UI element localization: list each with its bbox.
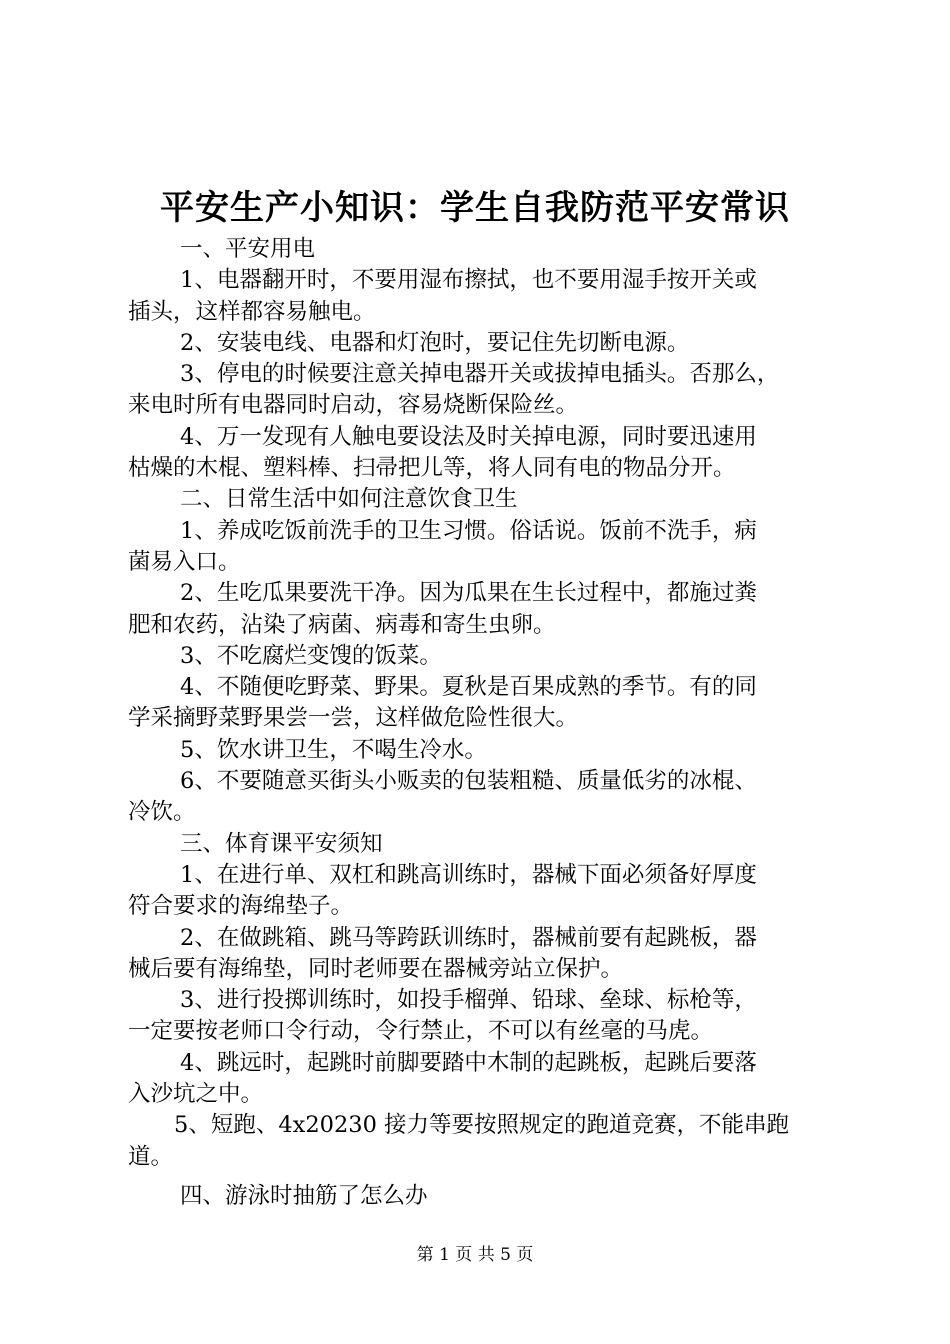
paragraph-line: 2、在做跳箱、跳马等跨跃训练时，器械前要有起跳板，器	[180, 924, 757, 951]
paragraph-line: 4、跳远时，起跳时前脚要踏中木制的起跳板，起跳后要落	[180, 1049, 757, 1076]
paragraph-line: 学采摘野菜野果尝一尝，这样做危险性很大。	[128, 705, 579, 732]
section-heading: 三、体育课平安须知	[180, 830, 383, 857]
paragraph-line: 道。	[128, 1143, 174, 1170]
paragraph-line: 5、短跑、4x20230 接力等要按照规定的跑道竞赛，不能串跑	[174, 1112, 790, 1139]
paragraph-line: 肥和农药，沾染了病菌、病毒和寄生虫卵。	[128, 611, 556, 638]
paragraph-line: 4、万一发现有人触电要设法及时关掉电源，同时要迅速用	[180, 423, 757, 450]
paragraph-line: 1、电器翻开时，不要用湿布擦拭，也不要用湿手按开关或	[180, 267, 757, 294]
paragraph-line: 菌易入口。	[128, 548, 241, 575]
paragraph-line: 一定要按老师口令行动，令行禁止，不可以有丝毫的马虎。	[128, 1018, 714, 1045]
paragraph-line: 来电时所有电器同时启动，容易烧断保险丝。	[128, 392, 579, 419]
paragraph-line: 1、养成吃饭前洗手的卫生习惯。俗话说。饭前不洗手，病	[180, 517, 757, 544]
paragraph-line: 械后要有海绵垫，同时老师要在器械旁站立保护。	[128, 955, 624, 982]
page-footer: 第 1 页 共 5 页	[416, 1245, 534, 1265]
paragraph-line: 4、不随便吃野菜、野果。夏秋是百果成熟的季节。有的同	[180, 674, 757, 701]
section-heading: 一、平安用电	[180, 236, 316, 262]
paragraph-line: 1、在进行单、双杠和跳高训练时，器械下面必须备好厚度	[180, 861, 757, 888]
paragraph-line: 入沙坑之中。	[128, 1081, 264, 1108]
section-heading: 四、游泳时抽筋了怎么办	[180, 1182, 428, 1209]
document-body	[128, 234, 832, 1212]
paragraph-line: 6、不要随意买街头小贩卖的包装粗糙、质量低劣的冰棍、	[180, 768, 757, 795]
paragraph-line: 枯燥的木棍、塑料棒、扫帚把儿等，将人同有电的物品分开。	[128, 455, 736, 482]
section-heading: 二、日常生活中如何注意饮食卫生	[180, 486, 518, 513]
paragraph-line: 插头，这样都容易触电。	[128, 298, 376, 325]
paragraph-line: 2、安装电线、电器和灯泡时，要记住先切断电源。	[180, 329, 690, 356]
paragraph-line: 3、不吃腐烂变馊的饭菜。	[180, 642, 442, 669]
paragraph-line: 5、饮水讲卫生，不喝生冷水。	[180, 736, 487, 763]
paragraph-line: 3、进行投掷训练时，如投手榴弹、铅球、垒球、标枪等，	[180, 987, 757, 1014]
paragraph-line: 3、停电的时候要注意关掉电器开关或拔掉电插头。否那么，	[180, 361, 780, 388]
paragraph-line: 2、生吃瓜果要洗干净。因为瓜果在生长过程中，都施过粪	[180, 580, 757, 607]
paragraph-line: 符合要求的海绵垫子。	[128, 893, 354, 920]
paragraph-line: 冷饮。	[128, 799, 196, 826]
document-title: 平安生产小知识：学生自我防范平安常识	[160, 188, 790, 228]
